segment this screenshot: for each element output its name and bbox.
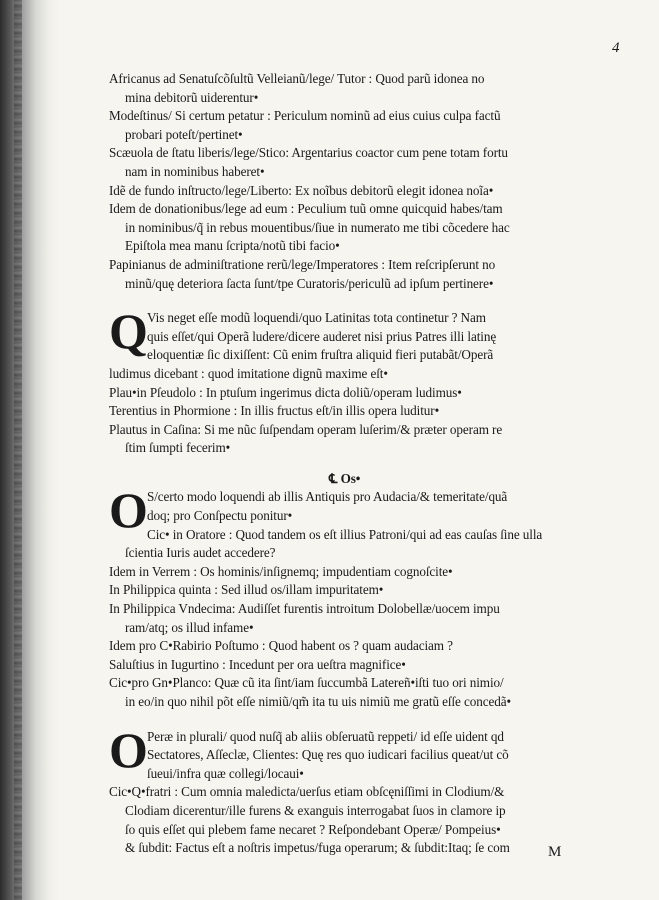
text-line: ſueui/infra quæ collegi/locaui•: [147, 765, 304, 781]
text-line: ſtim ſumpti fecerim•: [125, 440, 231, 456]
text-line: In Philippica Vndecima: Audiſſet furentis introitum Dolobellæ/uocem impu: [109, 601, 500, 617]
text-line: Clodiam dicerentur/ille furens & exanguis interrogabat ſuos in clamore ip: [125, 802, 506, 818]
text-line: Cic•Q•fratri : Cum omnia maledicta/uerſus etiam obſcęniſſimi in Clodium/&: [109, 784, 505, 800]
drop-cap: O: [109, 482, 148, 539]
text-line: probari poteſt/pertinet•: [125, 126, 243, 142]
text-line: Peræ in plurali/ quod nuſq̃ ab aliis obſeruatũ reppeti/ id eſſe uident qd: [147, 728, 504, 744]
drop-cap: O: [109, 721, 148, 778]
text-line: Saluſtius in Iugurtino : Incedunt per ora ueſtra magnifice•: [109, 656, 406, 672]
text-line: Vis neget eſſe modũ loquendi/quo Latinitas tota continetur ? Nam: [147, 310, 486, 326]
book-spine-edge: [14, 0, 22, 900]
section-heading: ℄ Os•: [329, 470, 361, 486]
text-line: Sectatores, Aſſeclæ, Clientes: Quę res quo iudicari facilius queat/ut cõ: [147, 747, 509, 763]
text-line: Idem in Verrem : Os hominis/inſignemq; impudentiam cognoſcite•: [109, 563, 453, 579]
text-line: Epiſtola mea manu ſcripta/notũ tibi facio•: [125, 238, 340, 254]
text-line: Cic•pro Gn•Planco: Quæ cũ ita ſint/iam ſuccumbã Latereñ•iſti tuo ori nimio/: [109, 675, 504, 691]
text-line: doq; pro Conſpectu ponitur•: [147, 508, 293, 524]
text-line: ſcientia Iuris audet accedere?: [125, 545, 276, 561]
drop-cap: Q: [109, 303, 148, 360]
text-line: Plau•in Pſeudolo : In ptuſum ingerimus dicta doliũ/operam ludimus•: [109, 384, 462, 400]
text-line: ludimus dicebant : quod imitatione dignũ maxime eſt•: [109, 365, 388, 381]
book-binding-shadow: [0, 0, 60, 900]
drop-cap-paragraph: [109, 721, 649, 784]
text-line: & ſubdit: Factus eſt a noſtris impetus/fuga operarum; & ſubdit:Itaq; ſe com: [125, 840, 510, 856]
text-line: mina debitorũ uiderentur•: [125, 89, 259, 105]
text-line: ram/atq; os illud infame•: [125, 619, 254, 635]
text-line: quis eſſet/qui Operã ludere/dicere auderet nisi prius Patres illi latinę: [147, 328, 497, 344]
text-line: Idem de donationibus/lege ad eum : Peculium tuũ omne quicquid habes/tam: [109, 201, 503, 217]
section-names: [109, 70, 649, 293]
text-line: Idem pro C•Rabirio Poſtumo : Quod habent os ? quam audaciam ?: [109, 638, 453, 654]
catchword: M: [548, 844, 562, 860]
text-line: Modeſtinus/ Si certum petatur : Periculum nominũ ad eius cuius culpa factũ: [109, 108, 501, 124]
text-line: eloquentiæ ſic dixiſſent: Cũ enim fruſtra aliquid fieri putabãt/Operã: [147, 347, 494, 363]
text-line: minũ/quę deteriora ſacta ſunt/tpe Curatoris/periculũ ad ipſum pertinere•: [125, 275, 494, 291]
section-opera: [109, 303, 649, 458]
page-body: [109, 70, 649, 858]
text-line: Papinianus de adminiſtratione rerũ/lege/Imperatores : Item reſcripſerunt no: [109, 256, 496, 272]
text-line: Africanus ad Senatuſcõſultũ Velleianũ/lege/ Tutor : Quod parũ idonea no: [109, 71, 485, 86]
section-os: [109, 482, 649, 711]
text-line: in eo/in quo nihil põt eſſe nimiũ/qm̃ ita tu uis nimiũ me gratũ eſſe concedã•: [125, 694, 511, 709]
text-line: Idẽ de fundo inſtructo/lege/Liberto: Ex noĩbus debitorũ elegit idonea noĩa•: [109, 182, 494, 198]
text-line: Cic• in Oratore : Quod tandem os eſt illius Patroni/qui ad eas cauſas ſine ulla: [147, 526, 543, 542]
text-line: Scæuola de ſtatu liberis/lege/Stico: Argentarius coactor cum pene totam fortu: [109, 145, 508, 161]
text-line: nam in nominibus haberet•: [125, 163, 265, 179]
text-line: in nominibus/q̃ in rebus mouentibus/ſiue in numerato me tibi cõcedere hac: [125, 219, 510, 235]
text-line: ſo quis eſſet qui plebem fame necaret ? Reſpondebant Operæ/ Pompeius•: [125, 821, 501, 837]
folio-number: 4: [612, 40, 620, 56]
drop-cap-paragraph: [109, 303, 649, 365]
text-line: S/certo modo loquendi ab illis Antiquis pro Audacia/& temeritate/quã: [147, 489, 508, 505]
text-line: Plautus in Caſina: Si me nũc ſuſpendam operam luſerim/& præter operam re: [109, 421, 503, 437]
text-line: Terentius in Phormione : In illis fructus eſt/in illis opera luditur•: [109, 403, 440, 419]
text-line: In Philippica quinta : Sed illud os/illam impuritatem•: [109, 582, 384, 598]
section-operae: [109, 721, 649, 858]
